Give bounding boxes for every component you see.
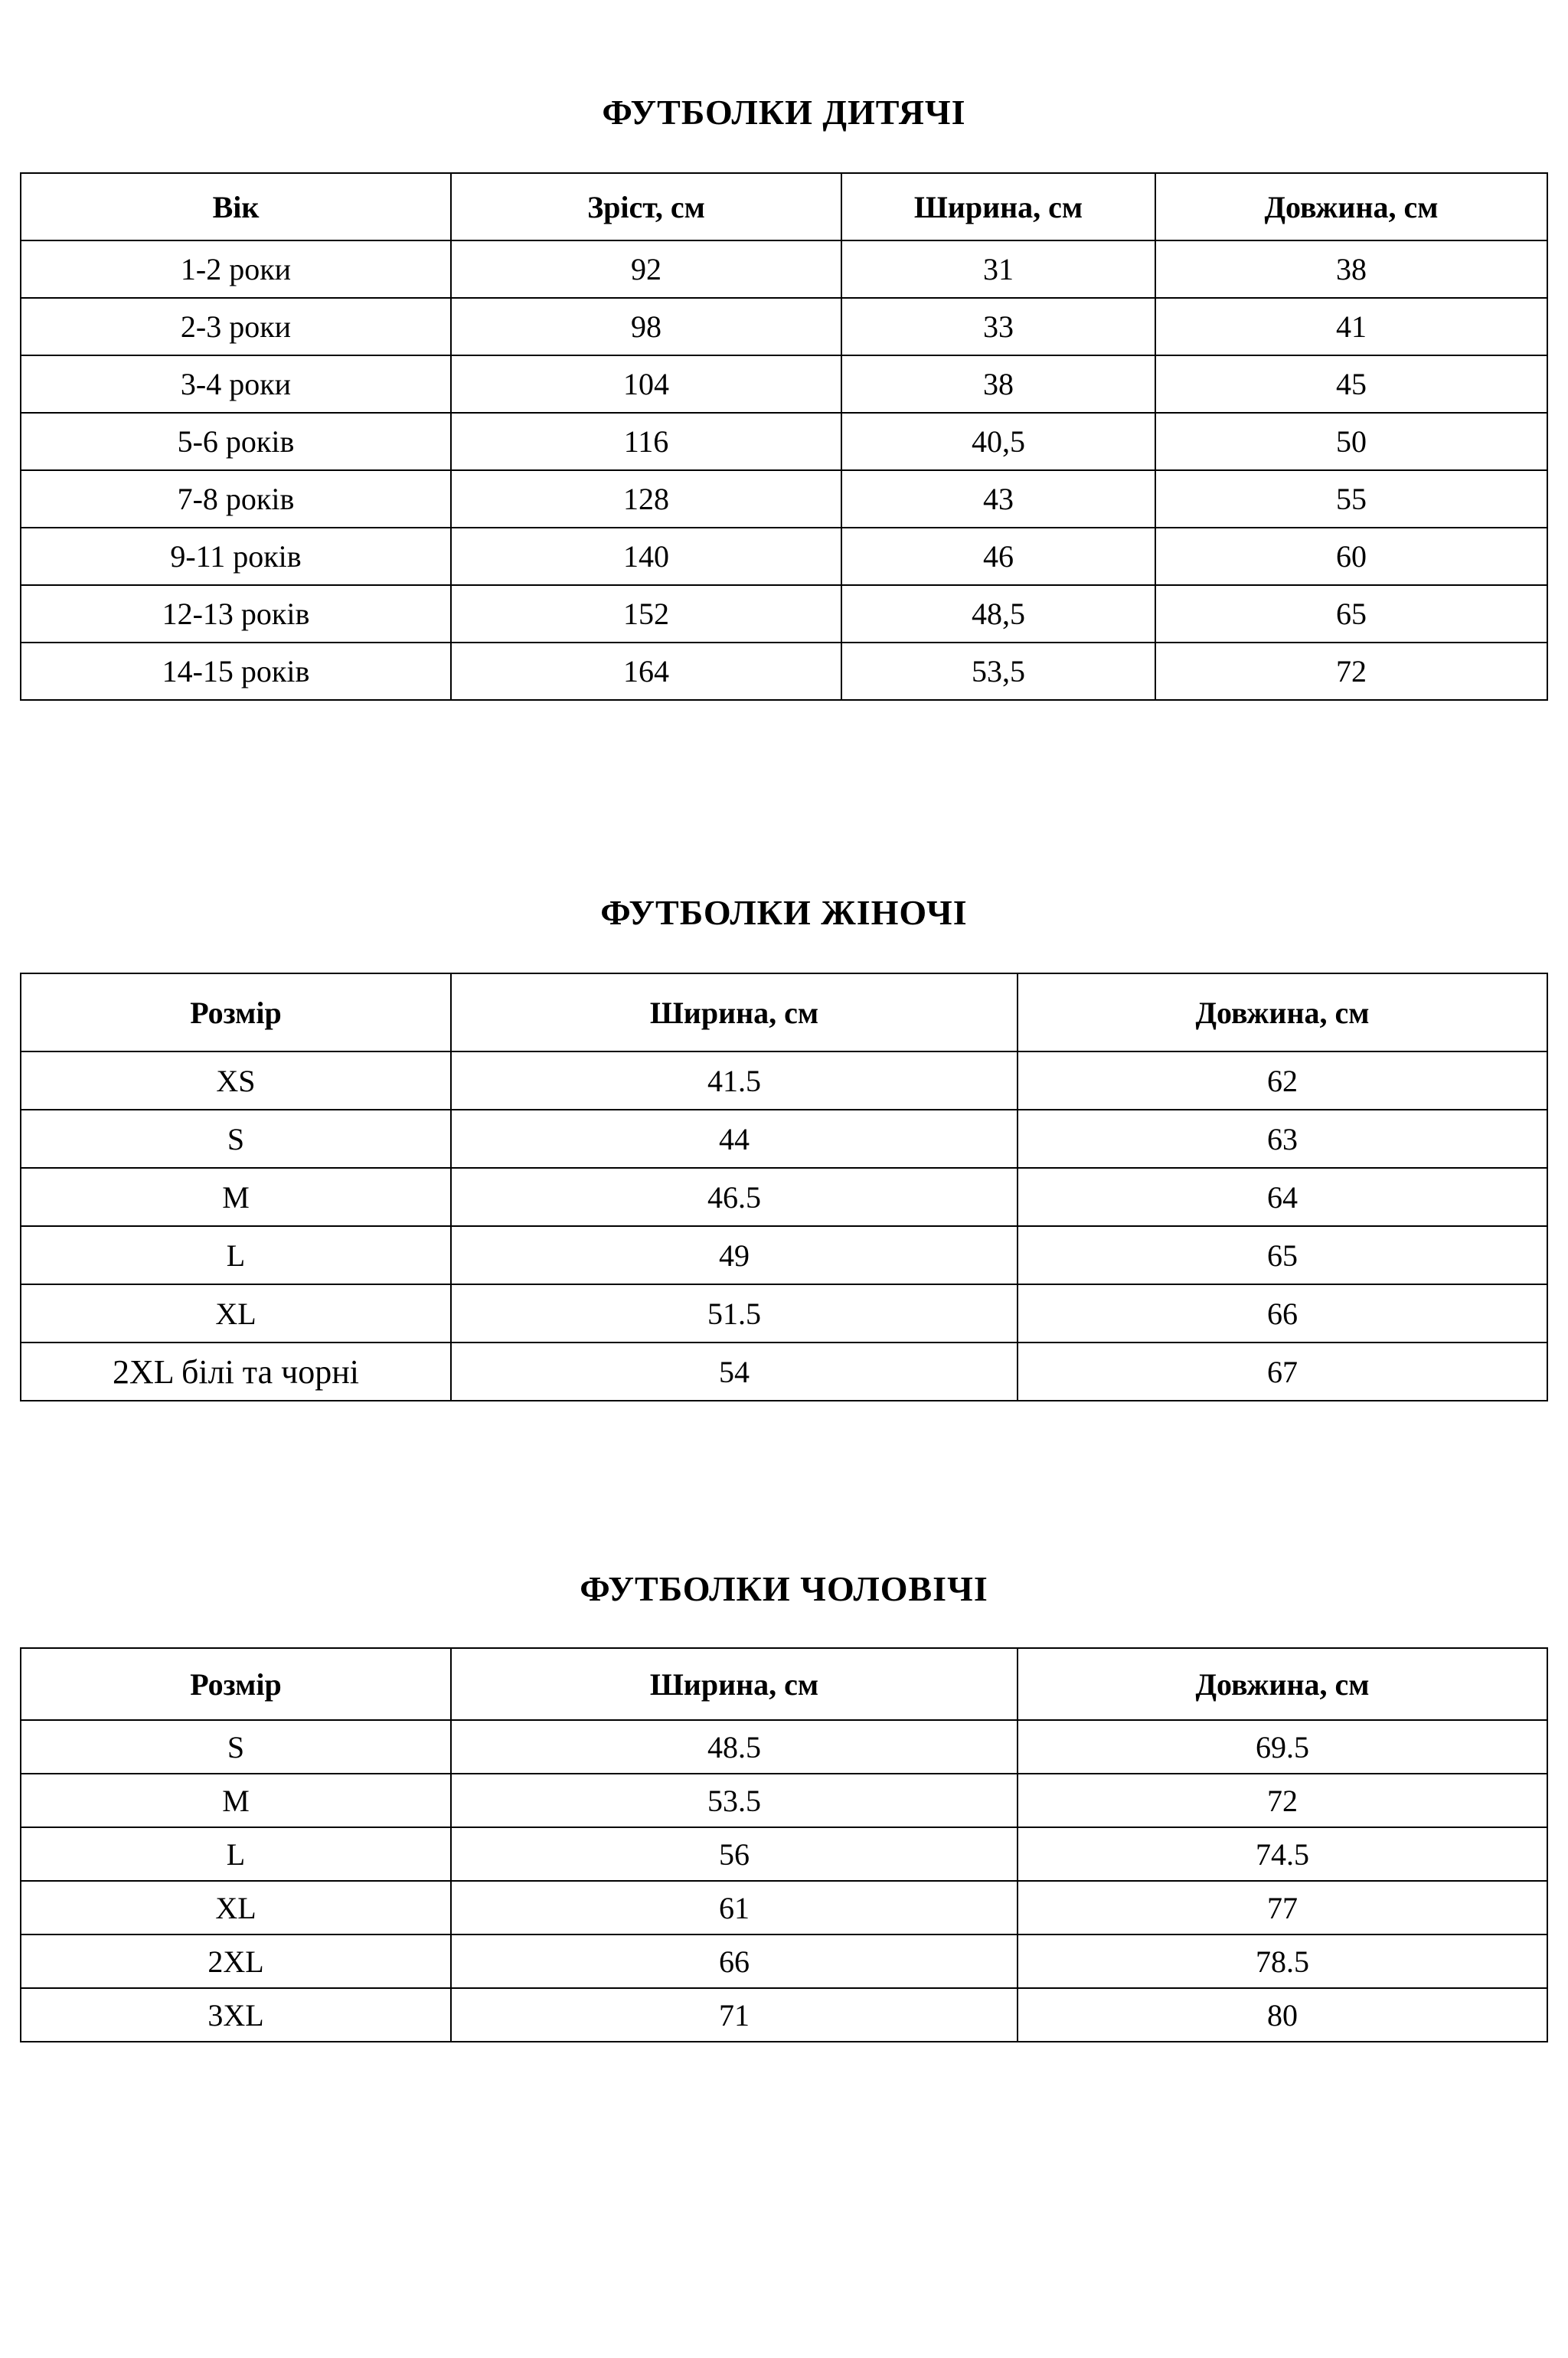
table-row bbox=[21, 1881, 1547, 1934]
table-row bbox=[21, 355, 1547, 413]
cell-width: 56 bbox=[451, 1827, 1018, 1881]
cell-length: 67 bbox=[1018, 1343, 1547, 1401]
cell-width: 44 bbox=[451, 1110, 1018, 1168]
cell-size bbox=[21, 1343, 451, 1401]
cell-length: 62 bbox=[1018, 1051, 1547, 1110]
cell-length: 66 bbox=[1018, 1284, 1547, 1343]
cell-width: 49 bbox=[451, 1226, 1018, 1284]
cell-height: 164 bbox=[451, 643, 841, 700]
cell-width: 51.5 bbox=[451, 1284, 1018, 1343]
cell-size: L bbox=[21, 1827, 451, 1881]
cell-width: 48.5 bbox=[451, 1720, 1018, 1774]
cell-width: 46 bbox=[841, 528, 1155, 585]
cell-length: 38 bbox=[1155, 240, 1547, 298]
cell-width: 53,5 bbox=[841, 643, 1155, 700]
cell-age: 7-8 років bbox=[21, 470, 451, 528]
column-header-height: Зріст, см bbox=[451, 173, 841, 240]
table-row bbox=[21, 585, 1547, 643]
men-title: ФУТБОЛКИ ЧОЛОВІЧІ bbox=[580, 1569, 988, 1608]
cell-size: L bbox=[21, 1226, 451, 1284]
table-row bbox=[21, 528, 1547, 585]
cell-width: 61 bbox=[451, 1881, 1018, 1934]
table-row bbox=[21, 1051, 1547, 1110]
cell-size: XL bbox=[21, 1284, 451, 1343]
cell-size: 3XL bbox=[21, 1988, 451, 2042]
column-header-size: Розмір bbox=[21, 973, 451, 1051]
cell-size-text: 2XL білі та чорні bbox=[112, 1352, 359, 1391]
cell-age: 2-3 роки bbox=[21, 298, 451, 355]
cell-size: M bbox=[21, 1168, 451, 1226]
cell-width: 48,5 bbox=[841, 585, 1155, 643]
cell-length: 77 bbox=[1018, 1881, 1547, 1934]
cell-height: 92 bbox=[451, 240, 841, 298]
cell-age: 9-11 років bbox=[21, 528, 451, 585]
cell-height: 116 bbox=[451, 413, 841, 470]
cell-length: 45 bbox=[1155, 355, 1547, 413]
cell-length: 63 bbox=[1018, 1110, 1547, 1168]
table-row bbox=[21, 1168, 1547, 1226]
cell-age: 14-15 років bbox=[21, 643, 451, 700]
table-row bbox=[21, 1774, 1547, 1827]
column-header-length: Довжина, см bbox=[1018, 1648, 1547, 1720]
cell-age: 12-13 років bbox=[21, 585, 451, 643]
column-header-length: Довжина, см bbox=[1018, 973, 1547, 1051]
table-row bbox=[21, 1284, 1547, 1343]
cell-height: 98 bbox=[451, 298, 841, 355]
cell-height: 104 bbox=[451, 355, 841, 413]
cell-length: 64 bbox=[1018, 1168, 1547, 1226]
cell-width: 54 bbox=[451, 1343, 1018, 1401]
column-header-age: Вік bbox=[21, 173, 451, 240]
cell-length: 74.5 bbox=[1018, 1827, 1547, 1881]
table-row bbox=[21, 470, 1547, 528]
cell-length: 50 bbox=[1155, 413, 1547, 470]
cell-size: S bbox=[21, 1110, 451, 1168]
cell-age: 5-6 років bbox=[21, 413, 451, 470]
table-header-row bbox=[21, 173, 1547, 240]
cell-width: 40,5 bbox=[841, 413, 1155, 470]
kids-title: ФУТБОЛКИ ДИТЯЧІ bbox=[602, 93, 966, 132]
cell-width: 71 bbox=[451, 1988, 1018, 2042]
kids-size-table bbox=[20, 172, 1548, 701]
column-header-width: Ширина, см bbox=[451, 973, 1018, 1051]
cell-length: 65 bbox=[1155, 585, 1547, 643]
cell-width: 43 bbox=[841, 470, 1155, 528]
cell-length: 80 bbox=[1018, 1988, 1547, 2042]
cell-height: 140 bbox=[451, 528, 841, 585]
table-row bbox=[21, 298, 1547, 355]
column-header-width: Ширина, см bbox=[451, 1648, 1018, 1720]
cell-width: 33 bbox=[841, 298, 1155, 355]
cell-length: 55 bbox=[1155, 470, 1547, 528]
section-women bbox=[0, 701, 1568, 1401]
cell-length: 72 bbox=[1018, 1774, 1547, 1827]
section-men bbox=[0, 1401, 1568, 2042]
cell-length: 72 bbox=[1155, 643, 1547, 700]
cell-width: 66 bbox=[451, 1934, 1018, 1988]
cell-age: 1-2 роки bbox=[21, 240, 451, 298]
cell-length: 41 bbox=[1155, 298, 1547, 355]
cell-length: 65 bbox=[1018, 1226, 1547, 1284]
table-row bbox=[21, 1934, 1547, 1988]
column-header-size: Розмір bbox=[21, 1648, 451, 1720]
table-row bbox=[21, 413, 1547, 470]
cell-length: 78.5 bbox=[1018, 1934, 1547, 1988]
table-row bbox=[21, 1827, 1547, 1881]
table-row bbox=[21, 1720, 1547, 1774]
cell-width: 38 bbox=[841, 355, 1155, 413]
cell-size: 2XL bbox=[21, 1934, 451, 1988]
cell-size: XL bbox=[21, 1881, 451, 1934]
cell-width: 53.5 bbox=[451, 1774, 1018, 1827]
section-kids bbox=[0, 0, 1568, 701]
table-row bbox=[21, 240, 1547, 298]
cell-width: 41.5 bbox=[451, 1051, 1018, 1110]
cell-height: 128 bbox=[451, 470, 841, 528]
table-row bbox=[21, 1343, 1547, 1401]
cell-width: 46.5 bbox=[451, 1168, 1018, 1226]
table-row bbox=[21, 643, 1547, 700]
table-row bbox=[21, 1226, 1547, 1284]
table-header-row bbox=[21, 973, 1547, 1051]
cell-height: 152 bbox=[451, 585, 841, 643]
cell-length: 69.5 bbox=[1018, 1720, 1547, 1774]
women-title: ФУТБОЛКИ ЖІНОЧІ bbox=[600, 893, 968, 932]
cell-age: 3-4 роки bbox=[21, 355, 451, 413]
cell-size: XS bbox=[21, 1051, 451, 1110]
cell-size: M bbox=[21, 1774, 451, 1827]
cell-length: 60 bbox=[1155, 528, 1547, 585]
column-header-length: Довжина, см bbox=[1155, 173, 1547, 240]
table-row bbox=[21, 1988, 1547, 2042]
women-size-table bbox=[20, 973, 1548, 1401]
cell-width: 31 bbox=[841, 240, 1155, 298]
cell-size: S bbox=[21, 1720, 451, 1774]
men-size-table bbox=[20, 1647, 1548, 2042]
column-header-width: Ширина, см bbox=[841, 173, 1155, 240]
table-row bbox=[21, 1110, 1547, 1168]
table-header-row bbox=[21, 1648, 1547, 1720]
